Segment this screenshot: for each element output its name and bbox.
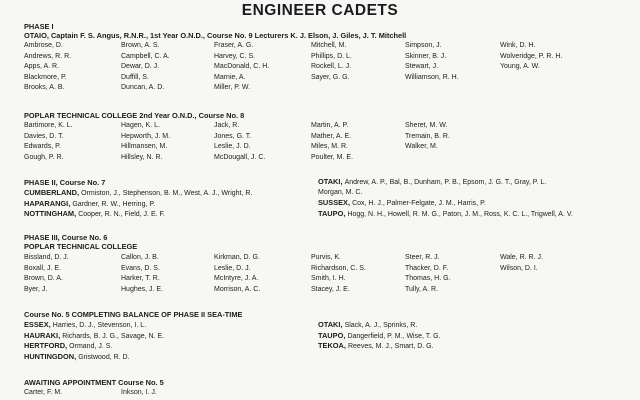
name-entry: Harvey, C. S. (214, 52, 256, 60)
name-entry: Martin, A. P. (311, 122, 349, 129)
ship-crew: Ormand, J. S. (69, 343, 113, 350)
ship-line (24, 353, 130, 362)
name-entry: Dewar, D. J. (121, 63, 160, 70)
ship-crew: Gardner, R. W., Herring, P. (72, 200, 156, 208)
name-entry: Carter, F. M. (24, 389, 63, 396)
ship-crew: Dangerfield, P. M., Wise, T. G. (347, 332, 441, 340)
name-entry: McDougall, J. C. (214, 153, 266, 161)
name-entry: Miles, M. R. (311, 143, 348, 150)
name-entry: Campbell, C. A. (121, 52, 170, 60)
ship-crew: Slack, A. J., Sprinks, R. (344, 322, 418, 329)
ship-crew: Reeves, M. J., Smart, D. G. (347, 343, 434, 350)
ship-name: HUNTINGDON, (24, 351, 79, 361)
name-entry: Hagen, K. L. (121, 122, 160, 129)
name-entry: Richardson, C. S. (311, 264, 366, 272)
name-entry: Callon, J. B. (121, 254, 159, 261)
ship-line (24, 210, 165, 219)
name-entry: Gough, P. R. (24, 153, 64, 161)
name-entry: Miller, P. W. (214, 84, 251, 91)
name-entry: Williamson, R. H. (405, 73, 459, 81)
ship-crew: Cox, H. J., Palmer-Felgate, J. M., Harris, P. (352, 200, 486, 207)
name-entry: Poulter, M. E. (311, 153, 354, 161)
name-entry: Brown, D. A. (24, 275, 63, 282)
ship-line (24, 342, 112, 351)
name-entry: Sayer, G. G. (311, 73, 350, 81)
ship-crew: Cooper, R. N., Field, J. E. F. (78, 211, 165, 218)
name-entry: Hepworth, J. M. (121, 132, 171, 140)
name-entry: Harker, T. R. (121, 275, 160, 282)
name-entry: Bartimore, K. L. (24, 122, 73, 129)
name-entry: Marnie, A. (214, 73, 246, 81)
ship-crew: Hogg, N. H., Howell, R. M. G., Paton, J. M., Ross, K. C. L., Trigwell, A. V. (347, 210, 573, 218)
name-entry: Phillips, D. L. (311, 52, 352, 60)
phase2-heading: PHASE II, Course No. 7 (24, 178, 106, 187)
name-entry: Mitchell, M. (311, 42, 347, 49)
ship-name: HERTFORD, (24, 341, 70, 350)
ship-name: TEKOA, (318, 341, 348, 350)
name-entry: Morrison, A. C. (214, 285, 261, 293)
name-entry: Wolveridge, P. R. H. (500, 52, 563, 60)
name-entry: Fraser, A. G. (214, 42, 254, 49)
ship-line (24, 189, 252, 198)
ship-line (318, 321, 417, 330)
phase1-subheading: OTAIO, Captain F. S. Angus, R.N.R., 1st Year O.N.D., Course No. 9 Lecturers K. J. Elson, J. Giles, J. T. Mitchell (24, 31, 407, 40)
ship-line (318, 332, 441, 341)
ship-name: OTAKI, (318, 320, 345, 329)
name-entry: Brown, A. S. (121, 42, 160, 49)
name-entry: Steer, R. J. (405, 254, 440, 261)
name-entry: Blackmore, P. (24, 73, 67, 81)
name-entry: Edwards, P. (24, 143, 61, 150)
ship-line (318, 342, 434, 351)
name-entry: Inkson, I. J. (121, 389, 157, 396)
name-entry: Skinner, B. J. (405, 52, 447, 60)
ship-crew: Andrew, A. P., Bal, B., Dunham, P. B., Epsom, J. G. T., Gray, P. L. (344, 179, 547, 186)
name-entry: Evans, D. S. (121, 264, 160, 272)
ship-line (318, 189, 362, 197)
name-entry: Purvis, K. (311, 254, 341, 261)
name-entry: Leslie, D. J. (214, 264, 251, 272)
name-entry: McIntyre, J. A. (214, 275, 259, 282)
ship-line (24, 332, 164, 341)
name-entry: Duncan, A. D. (121, 84, 165, 91)
ship-line (24, 321, 146, 330)
name-entry: MacDonald, C. H. (214, 63, 270, 70)
poplar1-heading: POPLAR TECHNICAL COLLEGE 2nd Year O.N.D., Course No. 8 (24, 111, 245, 120)
name-entry: Boxall, J. E. (24, 264, 61, 272)
ship-line (318, 178, 546, 187)
name-entry: Hillsley, N. R. (121, 153, 163, 161)
name-entry: Byer, J. (24, 285, 48, 293)
name-entry: Jack, R. (214, 122, 240, 129)
name-entry: Bissland, D. J. (24, 254, 69, 261)
ship-name: OTAKI, (318, 177, 345, 186)
name-entry: Mather, A. E. (311, 132, 352, 140)
ship-name: NOTTINGHAM, (24, 209, 79, 218)
ship-crew: Harries, D. J., Stevenson, I. L. (52, 322, 147, 329)
ship-line (318, 199, 486, 208)
ship-crew: Ormiston, J., Stephenson, B. M., West, A. J., Wright, R. (81, 190, 253, 197)
ship-line (24, 200, 155, 209)
name-entry: Duffill, S. (121, 73, 149, 81)
phase3-subheading: POPLAR TECHNICAL COLLEGE (24, 242, 138, 251)
name-entry: Sheret, M. W. (405, 122, 448, 129)
name-entry: Thacker, D. F. (405, 264, 449, 272)
name-entry: Tremain, B. R. (405, 132, 450, 140)
ship-crew: Morgan, M. C. (318, 188, 363, 196)
name-entry: Jones, G. T. (214, 132, 252, 140)
ship-name: HAURAKI, (24, 330, 63, 340)
name-entry: Rockell, L. J. (311, 63, 352, 70)
name-entry: Kirkman, D. G. (214, 254, 260, 261)
phase1-heading: PHASE I (24, 22, 54, 31)
course5-heading: Course No. 5 COMPLETING BALANCE OF PHASE II SEA-TIME (24, 310, 243, 319)
page-title: ENGINEER CADETS (241, 2, 399, 19)
name-entry: Hughes, J. E. (121, 285, 164, 293)
name-entry: Stacey, J. E. (311, 285, 350, 293)
name-entry: Tully, A. R. (405, 285, 439, 293)
ship-crew: Gristwood, R. D. (78, 353, 130, 361)
name-entry: Wale, R. R. J. (500, 254, 543, 261)
name-entry: Young, A. W. (500, 63, 540, 70)
name-entry: Simpson, J. (405, 42, 442, 49)
name-entry: Thomas, H. G. (405, 275, 451, 282)
ship-name: ESSEX, (24, 320, 53, 329)
name-entry: Stewart, J. (405, 63, 439, 70)
ship-name: HAPARANGI, (24, 198, 73, 208)
name-entry: Walker, M. (405, 143, 438, 150)
ship-name: CUMBERLAND, (24, 188, 82, 197)
ship-name: TAUPO, (318, 208, 348, 218)
name-entry: Brooks, A. B. (24, 84, 65, 91)
ship-line (318, 210, 573, 219)
name-entry: Smith, I. H. (311, 275, 346, 282)
ship-name: TAUPO, (318, 330, 348, 340)
ship-crew: Richards, B. J. G., Savage, N. E. (62, 332, 165, 340)
name-entry: Hillmansen, M. (121, 143, 168, 150)
name-entry: Leslie, J. D. (214, 143, 251, 150)
name-entry: Ambrose, D. (24, 42, 63, 49)
name-entry: Wink, D. H. (500, 42, 536, 49)
name-entry: Andrews, R. R. (24, 52, 72, 60)
name-entry: Wilson, D. I. (500, 264, 538, 272)
ship-name: SUSSEX, (318, 198, 353, 207)
phase3-heading: PHASE III, Course No. 6 (24, 233, 108, 242)
name-entry: Apps, A. R. (24, 63, 60, 70)
name-entry: Davies, D. T. (24, 132, 64, 140)
awaiting-heading: AWAITING APPOINTMENT Course No. 5 (24, 378, 164, 387)
